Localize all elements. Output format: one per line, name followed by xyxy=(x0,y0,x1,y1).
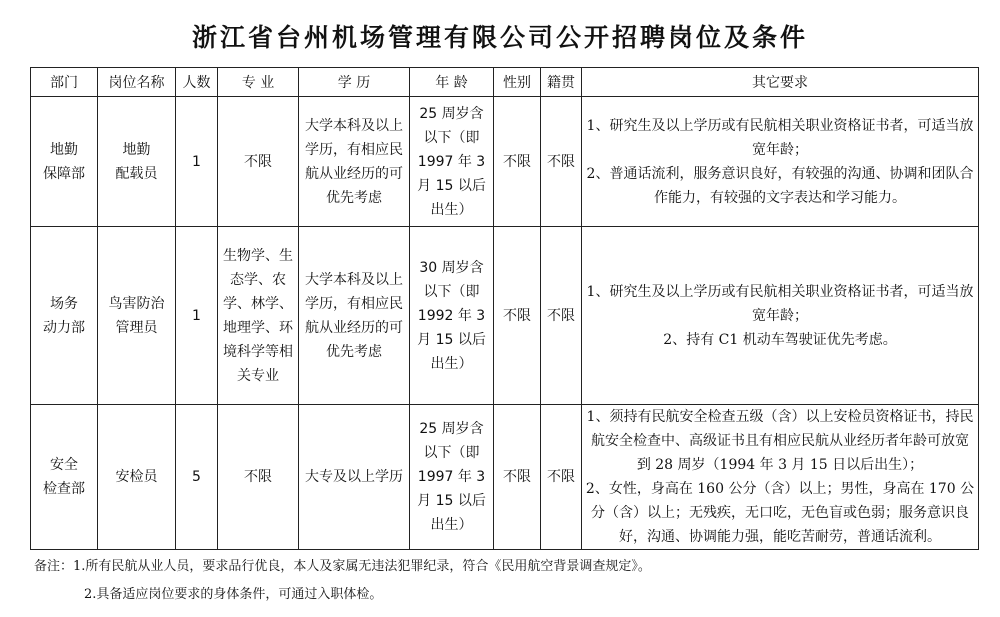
cell-dept: 地勤 保障部 xyxy=(31,97,98,227)
requirement-item: 1、须持有民航安全检查五级（含）以上安检员资格证书，持民航安全检查中、高级证书且有相应民航从业经历者年龄可放宽到 28 周岁（1994 年 3 月 15 日以后出生）； xyxy=(586,409,974,473)
table-row xyxy=(31,227,979,405)
cell-position: 地勤 配载员 xyxy=(98,97,176,227)
table-header-row xyxy=(31,68,979,97)
cell-origin: 不限 xyxy=(541,227,582,405)
cell-gender: 不限 xyxy=(494,227,541,405)
cell-requirements xyxy=(582,405,979,550)
header-other: 其它要求 xyxy=(582,68,979,97)
cell-position: 安检员 xyxy=(98,405,176,550)
cell-position: 鸟害防治 管理员 xyxy=(98,227,176,405)
note-2: 2.具备适应岗位要求的身体条件，可通过入职体检。 xyxy=(84,587,383,602)
cell-education: 大学本科及以上学历，有相应民航从业经历的可优先考虑 xyxy=(299,227,410,405)
requirement-item: 2、持有 C1 机动车驾驶证优先考虑。 xyxy=(663,331,897,348)
table-row xyxy=(31,405,979,550)
requirement-item: 1、研究生及以上学历或有民航相关职业资格证书者，可适当放宽年龄； xyxy=(586,283,974,324)
header-count: 人数 xyxy=(176,68,218,97)
cell-count: 5 xyxy=(176,405,218,550)
cell-requirements xyxy=(582,97,979,227)
cell-dept: 安全 检查部 xyxy=(31,405,98,550)
cell-origin: 不限 xyxy=(541,97,582,227)
cell-gender: 不限 xyxy=(494,97,541,227)
cell-age: 30 周岁含以下（即 1992 年 3 月 15 以后出生） xyxy=(410,227,494,405)
cell-education: 大学本科及以上学历，有相应民航从业经历的可优先考虑 xyxy=(299,97,410,227)
cell-major: 生物学、生态学、农学、林学、地理学、环境科学等相关专业 xyxy=(218,227,299,405)
header-gender: 性别 xyxy=(494,68,541,97)
requirement-item: 1、研究生及以上学历或有民航相关职业资格证书者，可适当放宽年龄； xyxy=(586,117,974,158)
cell-age: 25 周岁含以下（即 1997 年 3 月 15 以后出生） xyxy=(410,405,494,550)
cell-age: 25 周岁含以下（即 1997 年 3 月 15 以后出生） xyxy=(410,97,494,227)
header-dept: 部门 xyxy=(31,68,98,97)
cell-major: 不限 xyxy=(218,405,299,550)
header-age: 年 龄 xyxy=(410,68,494,97)
cell-count: 1 xyxy=(176,227,218,405)
header-position: 岗位名称 xyxy=(98,68,176,97)
header-major: 专 业 xyxy=(218,68,299,97)
recruitment-table xyxy=(30,67,979,550)
table-row xyxy=(31,97,979,227)
cell-education: 大专及以上学历 xyxy=(299,405,410,550)
cell-count: 1 xyxy=(176,97,218,227)
cell-major: 不限 xyxy=(218,97,299,227)
cell-gender: 不限 xyxy=(494,405,541,550)
requirement-item: 2、女性，身高在 160 公分（含）以上；男性，身高在 170 公分（含）以上；无残疾，无口吃，无色盲或色弱；服务意识良好，沟通、协调能力强，能吃苦耐劳，普通话流利。 xyxy=(585,481,975,545)
header-education: 学 历 xyxy=(299,68,410,97)
cell-origin: 不限 xyxy=(541,405,582,550)
cell-requirements xyxy=(582,227,979,405)
document-title: 浙江省台州机场管理有限公司公开招聘岗位及条件 xyxy=(191,23,808,52)
requirement-item: 2、普通话流利，服务意识良好，有较强的沟通、协调和团队合作能力，有较强的文字表达和学习能力。 xyxy=(586,165,974,206)
header-origin: 籍贯 xyxy=(541,68,582,97)
note-1: 备注：1.所有民航从业人员，要求品行优良，本人及家属无违法犯罪纪录，符合《民用航空背景调查规定》。 xyxy=(34,559,651,574)
notes xyxy=(34,553,651,609)
cell-dept: 场务 动力部 xyxy=(31,227,98,405)
